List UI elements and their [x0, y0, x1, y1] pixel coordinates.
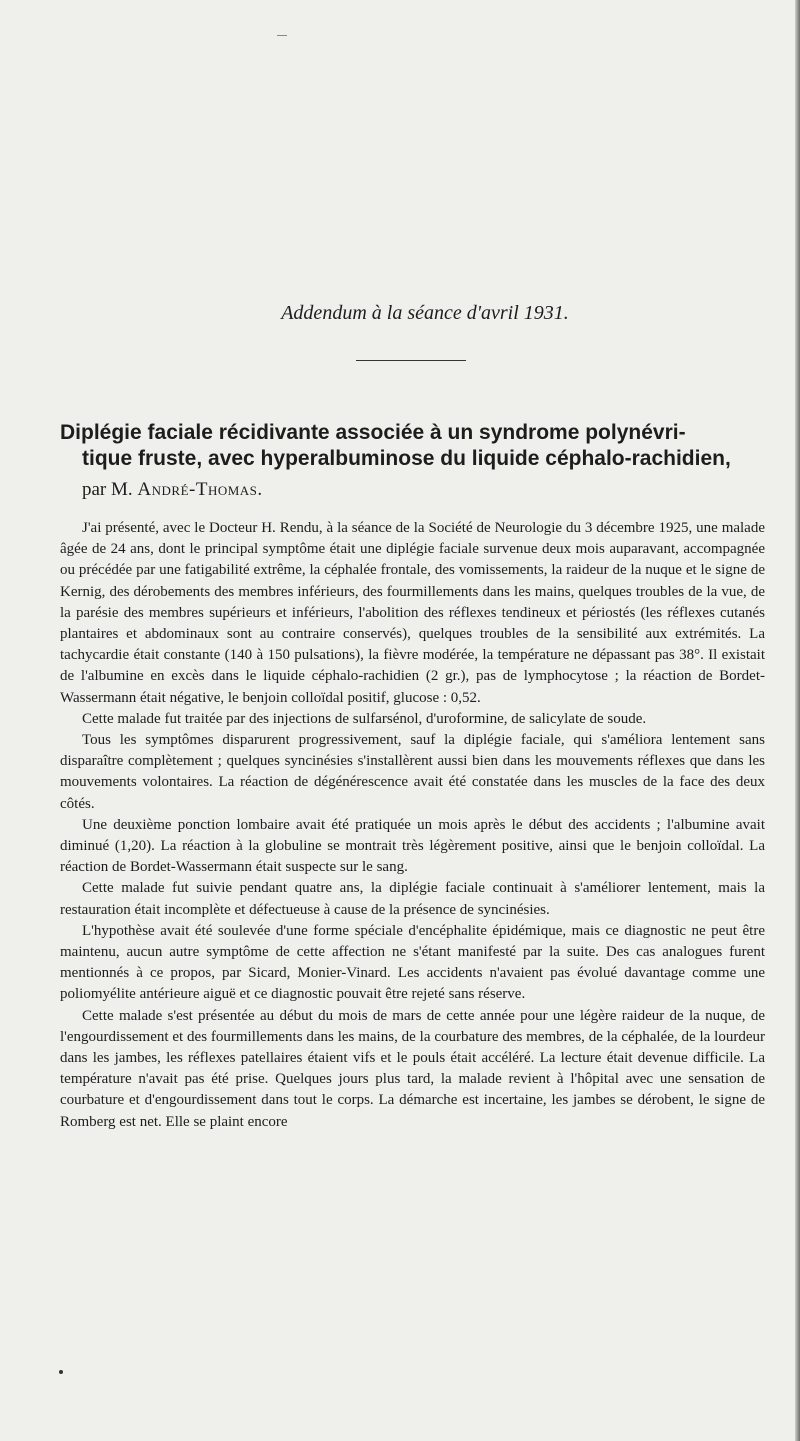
paragraph-7: Cette malade s'est présentée au début du mois de mars de cette année pour une légère raideur de la nuque, de l'engourdissement et des fourmillements dans les mains, de la courbature des membres, de la céphalée, de la lourdeur dans les jambes, les réflexes patellaires étaient vifs et le pouls était accéléré. La lecture était devenue difficile. La température n'avait pas été prise. Quelques jours plus tard, la malade revient à l'hôpital avec une sensation de courbature et d'engourdissement dans tout le corps. La démarche est incertaine, les jambes se dérobent, le signe de Romberg est net. Elle se plaint encore — [60, 1007, 765, 1130]
paragraph-4: Une deuxième ponction lombaire avait été pratiquée un mois après le début des accidents ; l'albumine avait diminué (1,20). La réaction à la globuline se montrait très légèrement positive, ainsi que le benjoin colloïdal. La réaction de Bordet-Wassermann était suspecte sur le sang. — [60, 816, 765, 876]
byline-author: André-Thomas. — [137, 479, 263, 500]
article-byline — [82, 479, 263, 501]
byline-prefix: par M. — [82, 479, 133, 500]
article-body — [60, 518, 765, 1133]
separator-rule — [356, 360, 466, 361]
addendum-heading: Addendum à la séance d'avril 1931. — [281, 302, 569, 324]
paragraph-6: L'hypothèse avait été soulevée d'une forme spéciale d'encéphalite épidémique, mais ce diagnostic ne peut être maintenu, aucun autre symptôme de cette affection ne s'étant manifesté par la suite. Des cas analogues furent mentionnés à ce propos, par Sicard, Monier-Vinard. Les accidents n'avaient pas évolué davantage comme une poliomyélite antérieure aiguë et ce diagnostic pouvait être rejeté sans réserve. — [60, 922, 765, 1003]
stray-mark — [277, 35, 287, 36]
article-title-line-1: Diplégie faciale récidivante associée à un syndrome polynévri- — [60, 421, 686, 444]
article-title-line-2: tique fruste, avec hyperalbuminose du liquide céphalo-rachidien, — [82, 447, 731, 470]
page-edge-shadow — [795, 0, 800, 1441]
article-title — [60, 420, 760, 472]
paragraph-2: Cette malade fut traitée par des injections de sulfarsénol, d'uroformine, de salicylate de soude. — [82, 710, 647, 727]
paragraph-5: Cette malade fut suivie pendant quatre ans, la diplégie faciale continuait à s'améliorer lentement, mais la restauration était incomplète et défectueuse à cause de la présence de syncinésies. — [60, 880, 765, 918]
paragraph-1: J'ai présenté, avec le Docteur H. Rendu, à la séance de la Société de Neurologie du 3 décembre 1925, une malade âgée de 24 ans, dont le principal symptôme était une diplégie faciale survenue deux mois auparavant, accompagnée ou précédée par une fatigabilité extrême, la céphalée frontale, des vomissements, la raideur de la nuque et le signe de Kernig, des dérobements des membres inférieurs, des fourmillements dans les mains, quelques troubles de la vue, de la parésie des membres supérieurs et inférieurs, l'abolition des réflexes tendineux et périostés (les réflexes cutanés plantaires et abdominaux sont au contraire conservés), quelques troubles de la sensibilité aux extrémités. La tachycardie était constante (140 à 150 pulsations), la fièvre modérée, la température ne dépassant pas 38°. Il existait de l'albumine en excès dans le liquide céphalo-rachidien (2 gr.), pas de lymphocytose ; la réaction de Bordet-Wassermann était négative, le benjoin colloïdal positif, glucose : 0,52. — [60, 520, 765, 706]
paragraph-3: Tous les symptômes disparurent progressivement, sauf la diplégie faciale, qui s'améliora lentement sans disparaître complètement ; quelques syncinésies s'installèrent aussi bien dans les mouvements réflexes que dans les mouvements volontaires. La réaction de dégénérescence avait été constatée dans les muscles de la face des deux côtés. — [60, 732, 765, 812]
margin-dot — [59, 1370, 63, 1374]
